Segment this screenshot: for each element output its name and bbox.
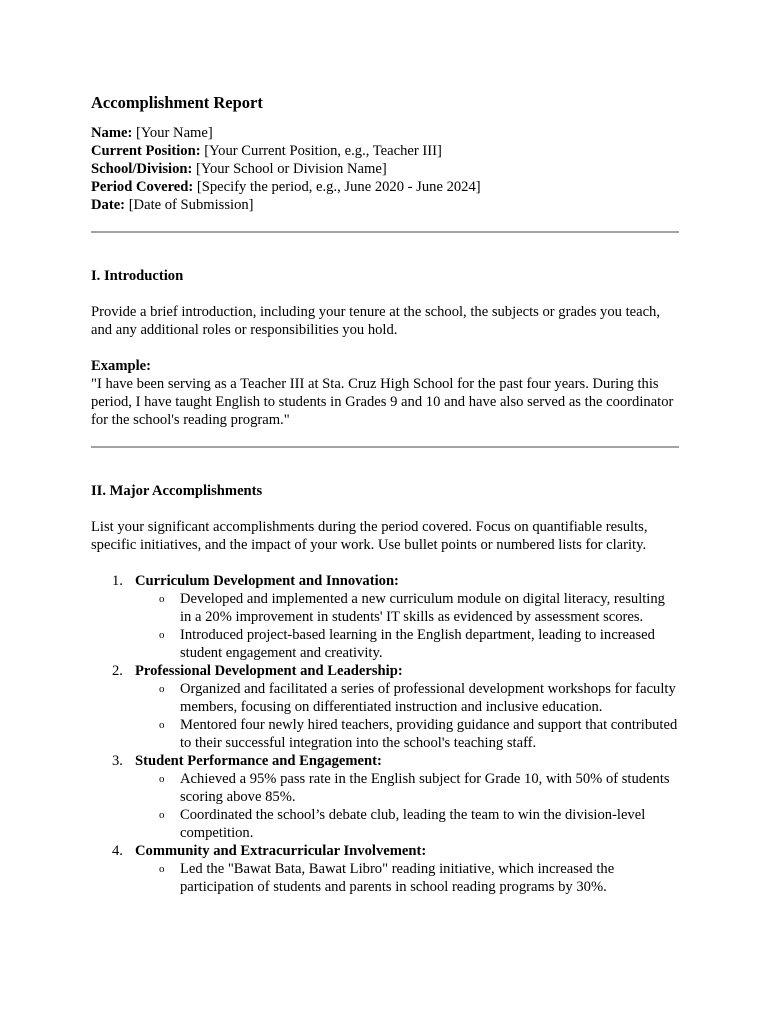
meta-period-covered [91, 178, 679, 196]
meta-current-position [91, 142, 679, 160]
list-number: 4. [112, 843, 123, 859]
sub-list-item [135, 770, 679, 806]
sub-list-text: Achieved a 95% pass rate in the English subject for Grade 10, with 50% of students scoring above 85%. [180, 771, 670, 805]
meta-value: [Your Name] [132, 125, 213, 141]
meta-name [91, 124, 679, 142]
document-title: Accomplishment Report [91, 93, 263, 112]
meta-school-division [91, 160, 679, 178]
meta-label: Period Covered: [91, 179, 194, 195]
document-page [91, 92, 679, 896]
list-item-title: Student Performance and Engagement: [135, 753, 382, 769]
sub-list-item [135, 626, 679, 662]
sub-list-item [135, 590, 679, 626]
bullet-icon: o [159, 809, 165, 821]
list-item [91, 752, 679, 842]
sub-list-text: Coordinated the school’s debate club, leading the team to win the division-level competition. [180, 807, 646, 841]
list-number: 3. [112, 753, 123, 769]
meta-value: [Your School or Division Name] [192, 161, 387, 177]
meta-label: Date: [91, 197, 126, 213]
bullet-icon: o [159, 593, 165, 605]
bullet-icon: o [159, 683, 165, 695]
list-item [91, 662, 679, 752]
meta-date [91, 196, 679, 214]
meta-label: School/Division: [91, 161, 193, 177]
accomplishments-paragraph: List your significant accomplishments during the period covered. Focus on quantifiable results, specific initiatives, and the impact of your work. Use bullet points or numbered lists for clarity. [91, 519, 648, 553]
bullet-icon: o [159, 773, 165, 785]
accomplishments-list [91, 572, 679, 896]
sub-list-text: Mentored four newly hired teachers, providing guidance and support that contributed to their successful integration into the school's teaching staff. [180, 717, 678, 751]
sub-list [135, 680, 679, 752]
meta-label: Current Position: [91, 143, 201, 159]
example-paragraph: "I have been serving as a Teacher III at Sta. Cruz High School for the past four years. During this period, I have taught English to students in Grades 9 and 10 and have also served as the coordinator for the school's reading program." [91, 376, 674, 428]
section-heading-accomplishments: II. Major Accomplishments [91, 483, 263, 499]
horizontal-divider [91, 231, 679, 233]
bullet-icon: o [159, 863, 165, 875]
meta-value: [Your Current Position, e.g., Teacher III] [200, 143, 442, 159]
sub-list-text: Led the "Bawat Bata, Bawat Libro" reading initiative, which increased the participation of students and parents in school reading programs by 30%. [180, 861, 615, 895]
sub-list-item [135, 680, 679, 716]
meta-value: [Date of Submission] [125, 197, 254, 213]
list-item-title: Professional Development and Leadership: [135, 663, 403, 679]
sub-list-item [135, 806, 679, 842]
sub-list [135, 860, 679, 896]
bullet-icon: o [159, 719, 165, 731]
list-item-title: Curriculum Development and Innovation: [135, 573, 399, 589]
sub-list-text: Organized and facilitated a series of professional development workshops for faculty members, focusing on differentiated instruction and inclusive education. [180, 681, 676, 715]
list-item [91, 842, 679, 896]
sub-list-text: Developed and implemented a new curriculum module on digital literacy, resulting in a 20% improvement in students' IT skills as evidenced by assessment scores. [180, 591, 665, 625]
list-number: 1. [112, 573, 123, 589]
list-number: 2. [112, 663, 123, 679]
horizontal-divider [91, 446, 679, 448]
sub-list-item [135, 716, 679, 752]
meta-block [91, 124, 679, 214]
example-label: Example: [91, 358, 151, 374]
sub-list [135, 590, 679, 662]
list-item-title: Community and Extracurricular Involvement: [135, 843, 427, 859]
sub-list [135, 770, 679, 842]
sub-list-text: Introduced project-based learning in the English department, leading to increased student engagement and creativity. [180, 627, 655, 661]
intro-paragraph: Provide a brief introduction, including your tenure at the school, the subjects or grades you teach, and any additional roles or responsibilities you hold. [91, 304, 660, 338]
meta-label: Name: [91, 125, 133, 141]
sub-list-item [135, 860, 679, 896]
bullet-icon: o [159, 629, 165, 641]
meta-value: [Specify the period, e.g., June 2020 - June 2024] [193, 179, 481, 195]
list-item [91, 572, 679, 662]
section-heading-introduction: I. Introduction [91, 268, 184, 284]
